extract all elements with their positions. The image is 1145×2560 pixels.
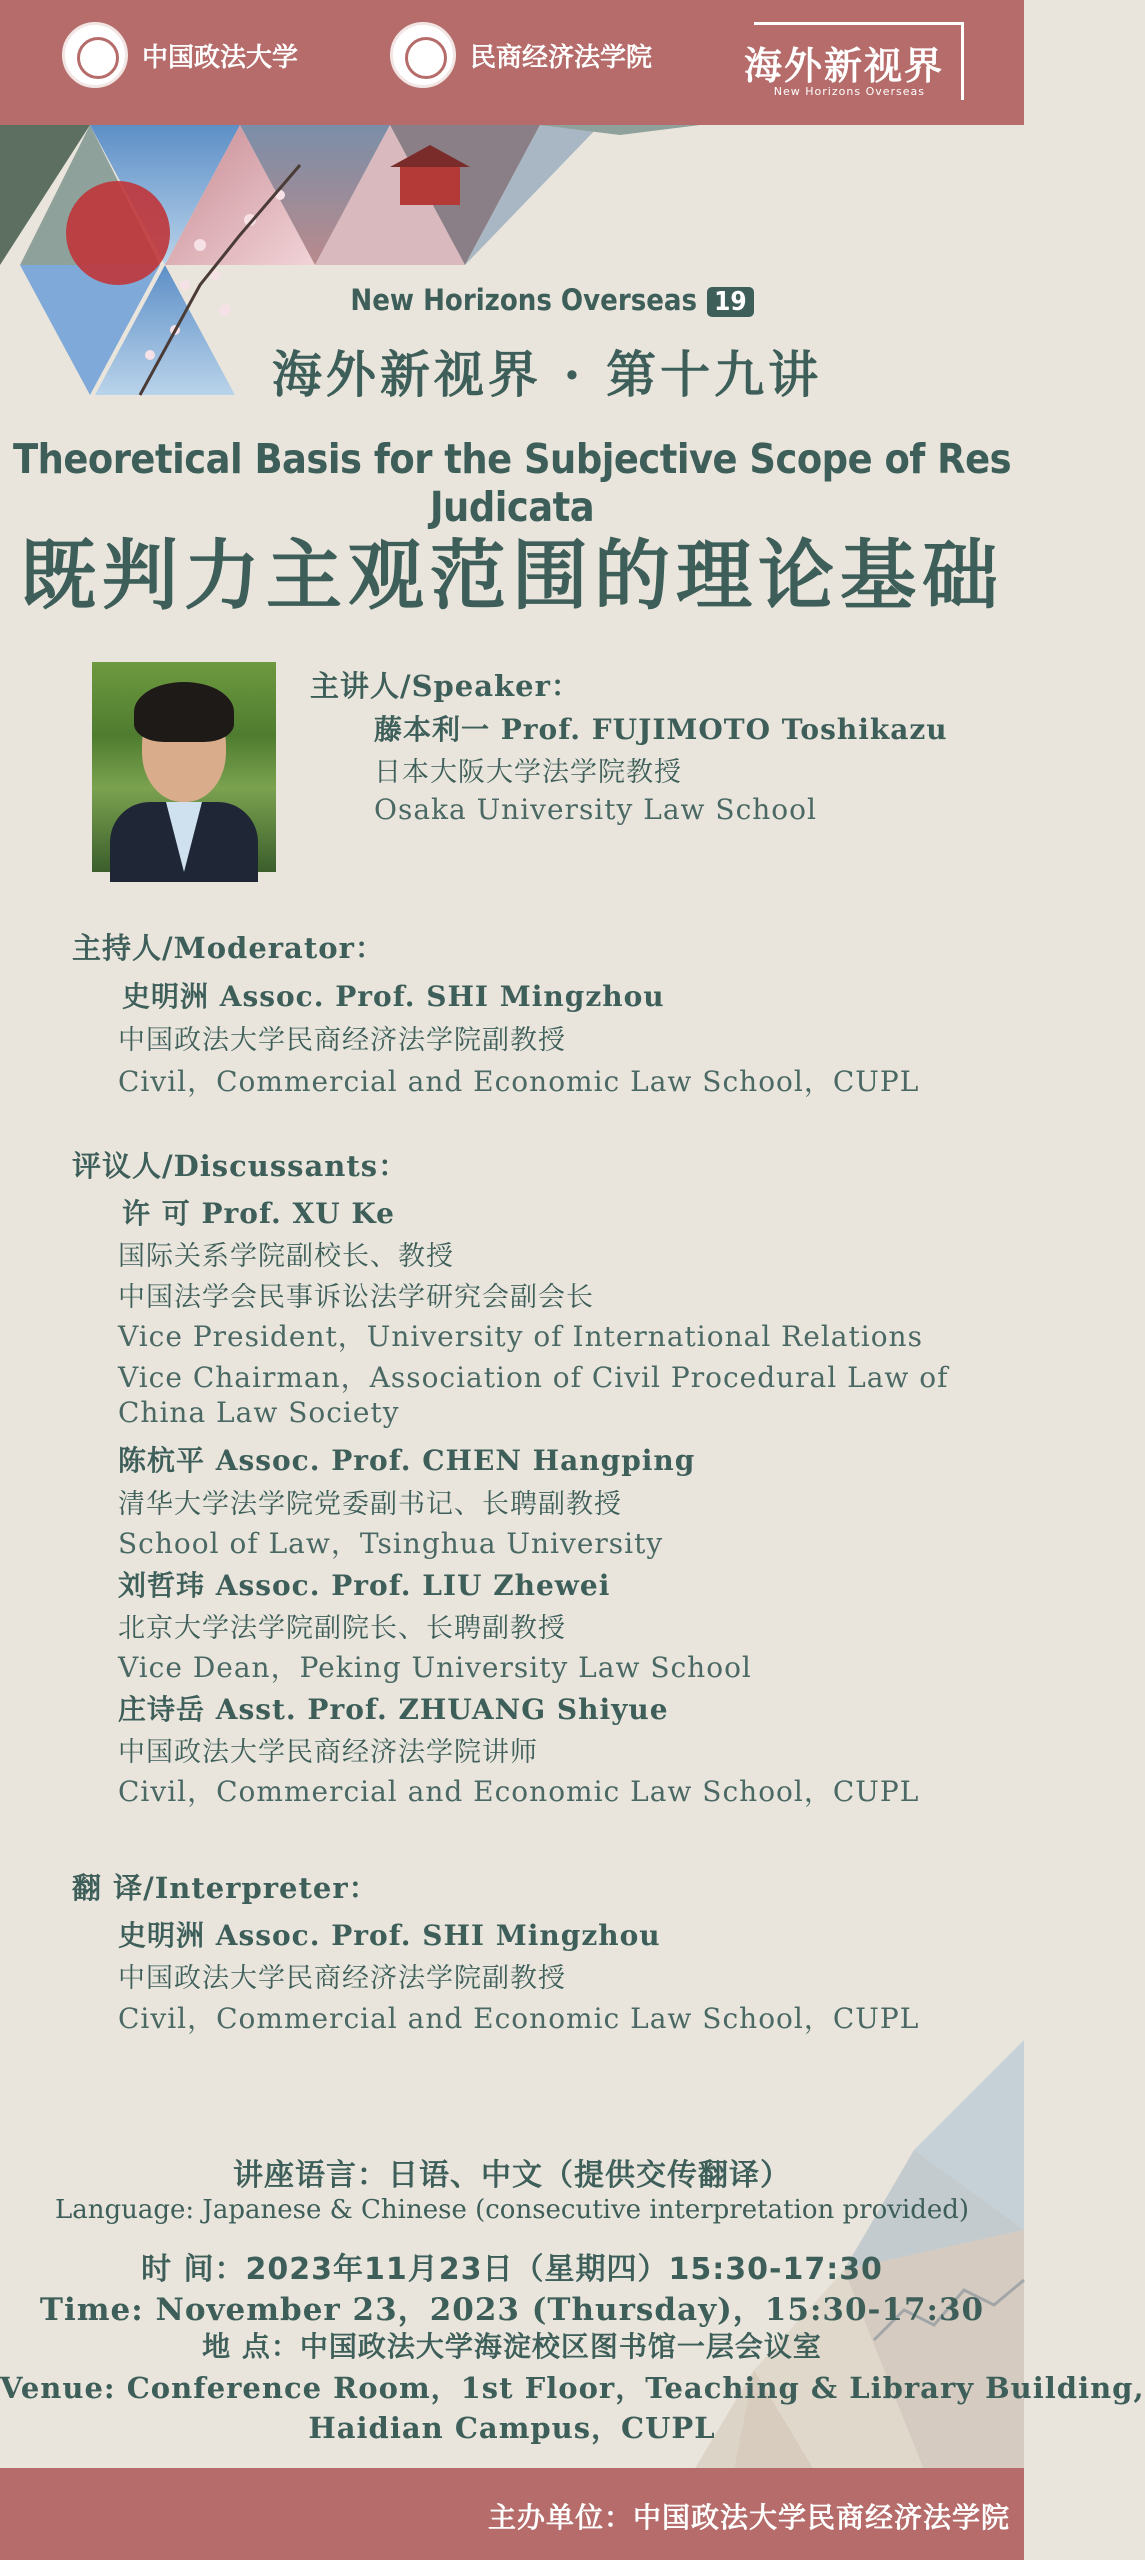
speaker-label: 主讲人/Speaker： [310, 669, 581, 703]
discussant-name: 陈杭平 Assoc. Prof. CHEN Hangping [118, 1444, 696, 1477]
school-name: 民商经济法学院 [470, 42, 653, 73]
discussant-line: 北京大学法学院副院长、长聘副教授 [118, 1613, 566, 1644]
host-organizer: 主办单位：中国政法大学民商经济法学院 [487, 2501, 1010, 2534]
speaker-title-en: Osaka University Law School [374, 793, 817, 826]
moderator-title-en: Civil，Commercial and Economic Law School，CUPL [118, 1065, 920, 1098]
series-chinese: 海外新视界 · 第十九讲 [271, 345, 823, 404]
language-zh: 讲座语言：日语、中文（提供交传翻译） [233, 2158, 791, 2193]
moderator-name: 史明洲 Assoc. Prof. SHI Mingzhou [122, 980, 665, 1013]
time-en: Time: November 23，2023 (Thursday)，15:30-17:30 [39, 2292, 985, 2328]
header-bar [0, 0, 1024, 125]
time-zh: 时 间：2023年11月23日（星期四）15:30-17:30 [141, 2252, 883, 2287]
discussant-line: 中国政法大学民商经济法学院讲师 [118, 1737, 538, 1768]
discussant-line: 国际关系学院副校长、教授 [118, 1241, 454, 1272]
discussant-line: Civil，Commercial and Economic Law School，CUPL [118, 1775, 920, 1808]
brand-mark [744, 22, 964, 100]
lecture-title-chinese: 既判力主观范围的理论基础 [20, 531, 1004, 620]
university-seal-icon [62, 22, 128, 88]
brand-title: 海外新视界 [744, 43, 945, 88]
speaker-title-zh: 日本大阪大学法学院教授 [374, 757, 682, 788]
school-seal-icon [390, 22, 456, 88]
lecture-number-badge: 19 [707, 287, 754, 317]
series-english-text: New Horizons Overseas [350, 283, 698, 317]
discussant-line: 中国法学会民事诉讼法学研究会副会长 [118, 1282, 594, 1313]
university-logo [62, 22, 298, 88]
venue-en-line1: Venue: Conference Room，1st Floor，Teaching & Library Building, [0, 2371, 1145, 2405]
discussant-line: China Law Society [118, 1396, 400, 1429]
interpreter-name: 史明洲 Assoc. Prof. SHI Mingzhou [118, 1919, 661, 1952]
university-name: 中国政法大学 [142, 42, 299, 73]
venue-zh: 地 点：中国政法大学海淀校区图书馆一层会议室 [202, 2330, 822, 2363]
discussant-name: 许 可 Prof. XU Ke [122, 1197, 395, 1230]
discussant-line: Vice President，University of International Relations [118, 1320, 923, 1353]
interpreter-label: 翻 译/Interpreter： [72, 1871, 379, 1905]
discussant-name: 刘哲玮 Assoc. Prof. LIU Zhewei [118, 1569, 611, 1602]
moderator-title-zh: 中国政法大学民商经济法学院副教授 [118, 1025, 566, 1056]
lecture-title-english: Theoretical Basis for the Subjective Scope of Res Judicata [12, 435, 1012, 531]
moderator-label: 主持人/Moderator： [72, 931, 385, 965]
interpreter-title-en: Civil，Commercial and Economic Law School，CUPL [118, 2002, 920, 2035]
language-en: Language: Japanese & Chinese (consecutive interpretation provided) [54, 2195, 970, 2225]
footer-bar [0, 2468, 1024, 2560]
interpreter-title-zh: 中国政法大学民商经济法学院副教授 [118, 1963, 566, 1994]
discussant-line: Vice Chairman，Association of Civil Procedural Law of [118, 1361, 949, 1394]
discussant-line: School of Law，Tsinghua University [118, 1527, 664, 1560]
discussant-name: 庄诗岳 Asst. Prof. ZHUANG Shiyue [118, 1693, 669, 1726]
series-english [0, 283, 1024, 317]
brand-subtitle: New Horizons Overseas [773, 85, 925, 98]
discussant-line: 清华大学法学院党委副书记、长聘副教授 [118, 1489, 622, 1520]
discussant-line: Vice Dean，Peking University Law School [118, 1651, 752, 1684]
discussants-label: 评议人/Discussants： [72, 1149, 409, 1183]
venue-en-line2: Haidian Campus，CUPL [308, 2411, 716, 2445]
speaker-photo [92, 662, 276, 872]
school-logo [390, 22, 652, 88]
speaker-name: 藤本利一 Prof. FUJIMOTO Toshikazu [374, 713, 948, 746]
